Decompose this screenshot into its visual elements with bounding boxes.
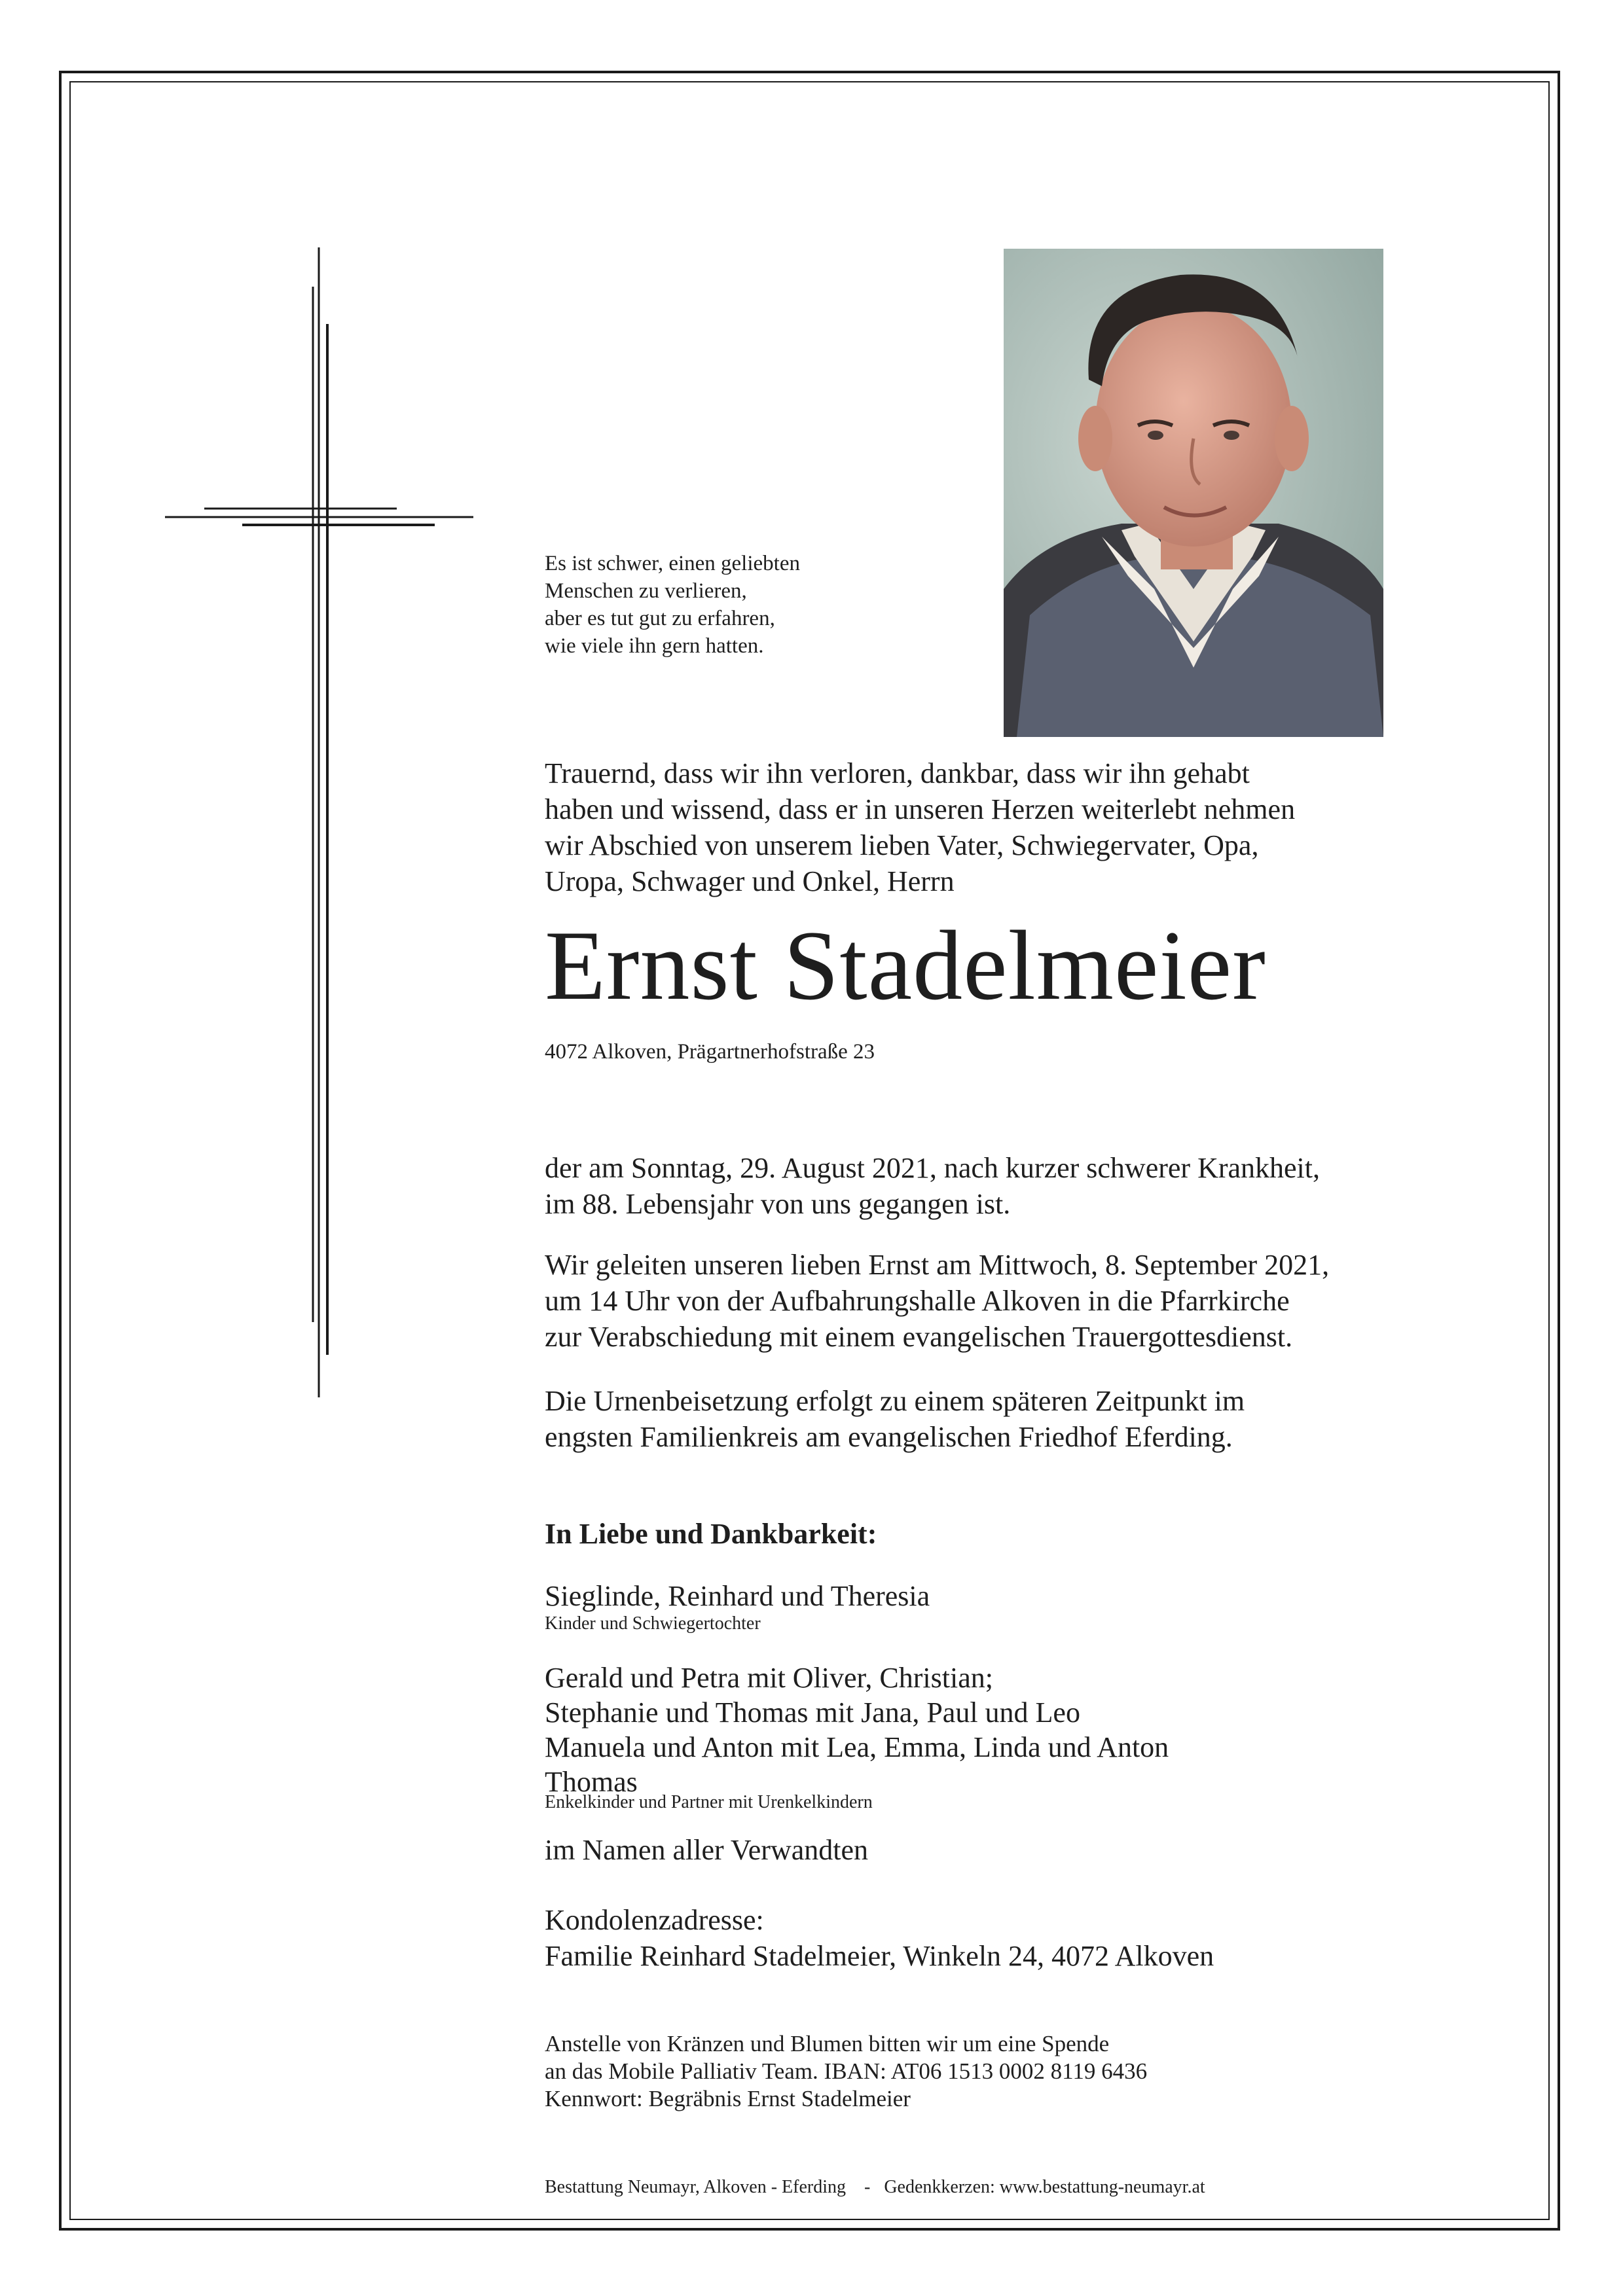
condolence-value: Familie Reinhard Stadelmeier, Winkeln 24, 4072 Alkoven (545, 1940, 1214, 1972)
mourners-heading: In Liebe und Dankbarkeit: (545, 1518, 877, 1550)
grandchildren-line: Manuela und Anton mit Lea, Emma, Linda und Anton (545, 1731, 1169, 1763)
death-line: im 88. Lebensjahr von uns gegangen ist. (545, 1188, 1011, 1220)
intro-line: wir Abschied von unserem lieben Vater, Schwiegervater, Opa, (545, 829, 1259, 861)
donation-line: an das Mobile Palliativ Team. IBAN: AT06 1513 0002 8119 6436 (545, 2058, 1148, 2084)
funeral-paragraph (545, 1247, 1329, 1355)
deceased-address: 4072 Alkoven, Prägartnerhofstraße 23 (545, 1040, 875, 1064)
death-line: der am Sonntag, 29. August 2021, nach kurzer schwerer Krankheit, (545, 1152, 1321, 1184)
intro-line: haben und wissend, dass er in unseren Herzen weiterlebt nehmen (545, 793, 1296, 825)
donation-line: Kennwort: Begräbnis Ernst Stadelmeier (545, 2086, 911, 2111)
urn-line: engsten Familienkreis am evangelischen Friedhof Eferding. (545, 1421, 1233, 1453)
cross-icon (0, 0, 524, 1440)
condolence-label: Kondolenzadresse: (545, 1904, 764, 1936)
grandchildren-line: Thomas (545, 1766, 638, 1798)
quote (545, 550, 800, 660)
death-notice (545, 1150, 1320, 1222)
relatives-line: im Namen aller Verwandten (545, 1834, 869, 1866)
quote-line: Es ist schwer, einen geliebten (545, 552, 800, 575)
funeral-line: um 14 Uhr von der Aufbahrungshalle Alkoven in die Pfarrkirche (545, 1285, 1290, 1317)
footer: Bestattung Neumayr, Alkoven - Eferding - Gedenkkerzen: www.bestattung-neumayr.at (545, 2177, 1205, 2197)
grandchildren-line: Gerald und Petra mit Oliver, Christian; (545, 1662, 993, 1694)
urn-line: Die Urnenbeisetzung erfolgt zu einem späteren Zeitpunkt im (545, 1385, 1245, 1417)
deceased-name: Ernst Stadelmeier (545, 910, 1266, 1020)
urn-paragraph (545, 1383, 1245, 1455)
funeral-line: Wir geleiten unseren lieben Ernst am Mittwoch, 8. September 2021, (545, 1249, 1330, 1281)
portrait-photo (1004, 249, 1383, 737)
donation-line: Anstelle von Kränzen und Blumen bitten wir um eine Spende (545, 2031, 1110, 2056)
funeral-line: zur Verabschiedung mit einem evangelischen Trauergottesdienst. (545, 1321, 1293, 1353)
quote-line: aber es tut gut zu erfahren, (545, 607, 775, 630)
family-group-grandchildren-relation: Enkelkinder und Partner mit Urenkelkindern (545, 1792, 873, 1812)
family-group-grandchildren (545, 1660, 1169, 1799)
intro-line: Uropa, Schwager und Onkel, Herrn (545, 865, 955, 897)
grandchildren-line: Stephanie und Thomas mit Jana, Paul und Leo (545, 1696, 1080, 1729)
quote-line: wie viele ihn gern hatten. (545, 634, 764, 658)
condolence-address (545, 1902, 1214, 1974)
quote-line: Menschen zu verlieren, (545, 579, 747, 603)
intro-line: Trauernd, dass wir ihn verloren, dankbar, dass wir ihn gehabt (545, 757, 1250, 789)
donation-notice (545, 2030, 1147, 2113)
family-group-children: Sieglinde, Reinhard und Theresia (545, 1580, 930, 1612)
intro-paragraph (545, 755, 1295, 899)
family-group-children-relation: Kinder und Schwiegertochter (545, 1613, 761, 1634)
